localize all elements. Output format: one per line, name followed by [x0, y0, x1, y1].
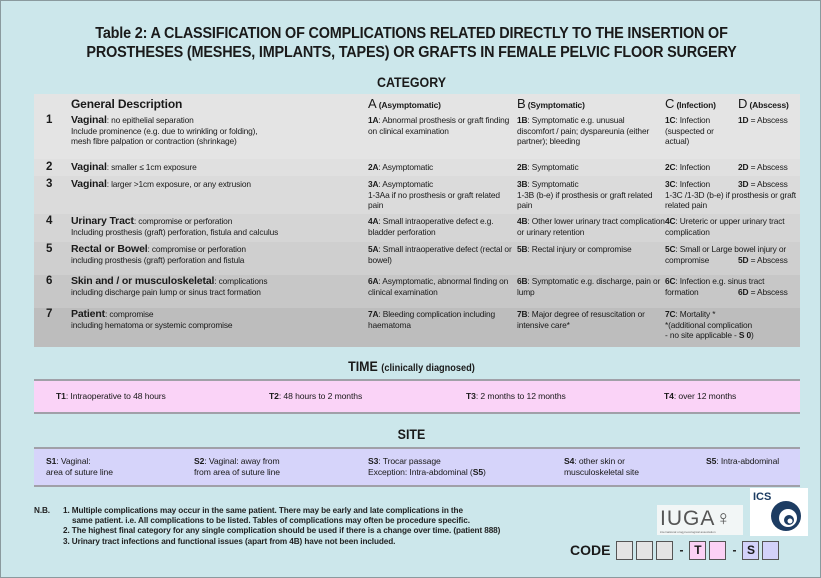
cell-4c: 4C: Ureteric or upper urinary tract complication — [665, 216, 785, 237]
header-c: C (Infection) — [665, 96, 716, 111]
site-heading: SITE — [397, 427, 426, 442]
row-number: 6 — [46, 275, 53, 287]
cell-4b: 4B: Other lower urinary tract complication or urinary retention — [517, 216, 665, 237]
cell-7c: 7C: Mortality * *(additional complication - no site applicable - S 0) — [665, 309, 754, 341]
header-general-description: General Description — [71, 97, 183, 111]
row-description: Patient: compromise including hematoma or systemic compromise — [71, 308, 233, 330]
cell-6d: 6D = Abscess — [738, 286, 788, 297]
cell-3b: 3B: Symptomatic 1-3B (b-e) if prosthesis or graft related pain — [517, 179, 653, 211]
ics-emblem-icon — [768, 496, 804, 534]
cell-2b: 2B: Symptomatic — [517, 162, 579, 172]
cell-2d: 2D = Abscess — [738, 162, 788, 172]
site-item-s1: S1: Vaginal: area of suture line — [46, 456, 113, 477]
code-box-time[interactable] — [709, 541, 726, 560]
cell-6b: 6B: Symptomatic e.g. discharge, pain or lump — [517, 276, 661, 297]
code-separator: - — [679, 543, 684, 557]
row-number: 7 — [46, 308, 53, 320]
code-entry — [570, 540, 782, 560]
notes-list — [63, 506, 583, 547]
row-number: 5 — [46, 243, 53, 255]
time-item-t2: T2: 48 hours to 2 months — [269, 391, 363, 401]
site-band — [34, 447, 800, 487]
time-item-t3: T3: 2 months to 12 months — [466, 391, 566, 401]
header-d: D (Abscess) — [738, 96, 789, 111]
code-box-category-1[interactable] — [616, 541, 633, 560]
note-1: 1. Multiple complications may occur in the same patient. There may be early and late complications in the — [63, 506, 463, 515]
cell-1a: 1A: Abnormal prosthesis or graft finding on clinical examination — [368, 115, 510, 136]
category-heading: CATEGORY — [376, 75, 446, 90]
cell-7a: 7A: Bleeding complication including haematoma — [368, 309, 495, 330]
row-number: 4 — [46, 215, 53, 227]
note-3: 3. Urinary tract infections and functional issues (apart from 4B) have not been included. — [63, 536, 396, 546]
cell-2c: 2C: Infection — [665, 162, 711, 172]
note-1-cont: same patient. i.e. All complications to be listed. Tables of complications may often be procedure specific. — [72, 516, 470, 526]
code-label: CODE — [570, 542, 611, 558]
row-description: Urinary Tract: compromise or perforation Including prosthesis (graft) perforation, fistula and calculus — [71, 215, 279, 237]
cell-5a: 5A: Small intraoperative defect (rectal or bowel) — [368, 244, 512, 265]
row-description: Vaginal: larger >1cm exposure, or any extrusion — [71, 178, 251, 190]
row-description: Vaginal: smaller ≤ 1cm exposure — [71, 161, 197, 173]
time-item-t4: T4: over 12 months — [664, 391, 737, 401]
notes-label: N.B. — [34, 506, 50, 515]
row-description: Rectal or Bowel: compromise or perforation including prosthesis (graft) perforation and fistula — [71, 243, 246, 265]
site-item-s5: S5: Intra-abdominal — [706, 456, 780, 466]
cell-3c: 3C: Infection 1-3C /1-3D (b-e) if prosthesis or graft related pain — [665, 179, 796, 211]
cell-4a: 4A: Small intraoperative defect e.g. bladder perforation — [368, 216, 494, 237]
site-item-s4: S4: other skin or musculoskeletal site — [564, 456, 639, 477]
row-number: 1 — [46, 114, 53, 126]
code-box-category-2[interactable] — [636, 541, 653, 560]
cell-7b: 7B: Major degree of resuscitation or intensive care* — [517, 309, 645, 330]
cell-3d: 3D = Abscess — [738, 179, 788, 189]
cell-6c: 6C: Infection e.g. sinus tract formation — [665, 276, 765, 297]
cell-5c: 5C: Small or Large bowel injury or compromise — [665, 244, 787, 265]
cell-5d: 5D = Abscess — [738, 254, 788, 265]
cell-1b: 1B: Symptomatic e.g. unusual discomfort / pain; dyspareunia (either partner); bleeding — [517, 115, 650, 147]
category-table — [34, 94, 800, 347]
cell-3a: 3A: Asymptomatic 1-3Aa if no prosthesis or graft related pain — [368, 179, 500, 211]
code-separator: - — [732, 543, 737, 557]
cell-1d: 1D = Abscess — [738, 115, 788, 125]
page-title — [30, 24, 794, 62]
time-heading: TIME (clinically diagnosed) — [348, 359, 475, 374]
code-box-category-3[interactable] — [656, 541, 673, 560]
cell-5b: 5B: Rectal injury or compromise — [517, 244, 632, 254]
ics-logo: ICS — [750, 488, 808, 536]
cell-2a: 2A: Asymptomatic — [368, 162, 434, 172]
row-number: 2 — [46, 161, 53, 173]
site-item-s2: S2: Vaginal: away from from area of suture line — [194, 456, 280, 477]
header-a: A (Asymptomatic) — [368, 96, 441, 111]
site-item-s3: S3: Trocar passage Exception: Intra-abdominal (S5) — [368, 456, 486, 477]
time-band — [34, 379, 800, 414]
code-box-site[interactable] — [762, 541, 779, 560]
cell-6a: 6A: Asymptomatic, abnormal finding on clinical examination — [368, 276, 509, 297]
title-line-1: Table 2: A CLASSIFICATION OF COMPLICATIONS RELATED DIRECTLY TO THE INSERTION OF — [95, 25, 728, 42]
row-description: Vaginal: no epithelial separation Include prominence (e.g. due to wrinkling or folding), mesh fibre palpation or contraction (shrinkage) — [71, 114, 258, 147]
note-2: 2. The highest final category for any single complication should be used if there is a change over time. (patient 888) — [63, 526, 501, 536]
row-number: 3 — [46, 178, 53, 190]
title-line-2: PROSTHESES (MESHES, IMPLANTS, TAPES) OR GRAFTS IN FEMALE PELVIC FLOOR SURGERY — [86, 44, 737, 61]
iuga-logo: IUGA♀ international urogynecological association — [657, 505, 743, 535]
code-box-time-letter: T — [689, 541, 706, 560]
row-description: Skin and / or musculoskeletal: complications including discharge pain lump or sinus tract formation — [71, 275, 268, 297]
time-item-t1: T1: Intraoperative to 48 hours — [56, 391, 166, 401]
header-b: B (Symptomatic) — [517, 96, 585, 111]
code-box-site-letter: S — [742, 541, 759, 560]
cell-1c: 1C: Infection (suspected or actual) — [665, 115, 714, 147]
